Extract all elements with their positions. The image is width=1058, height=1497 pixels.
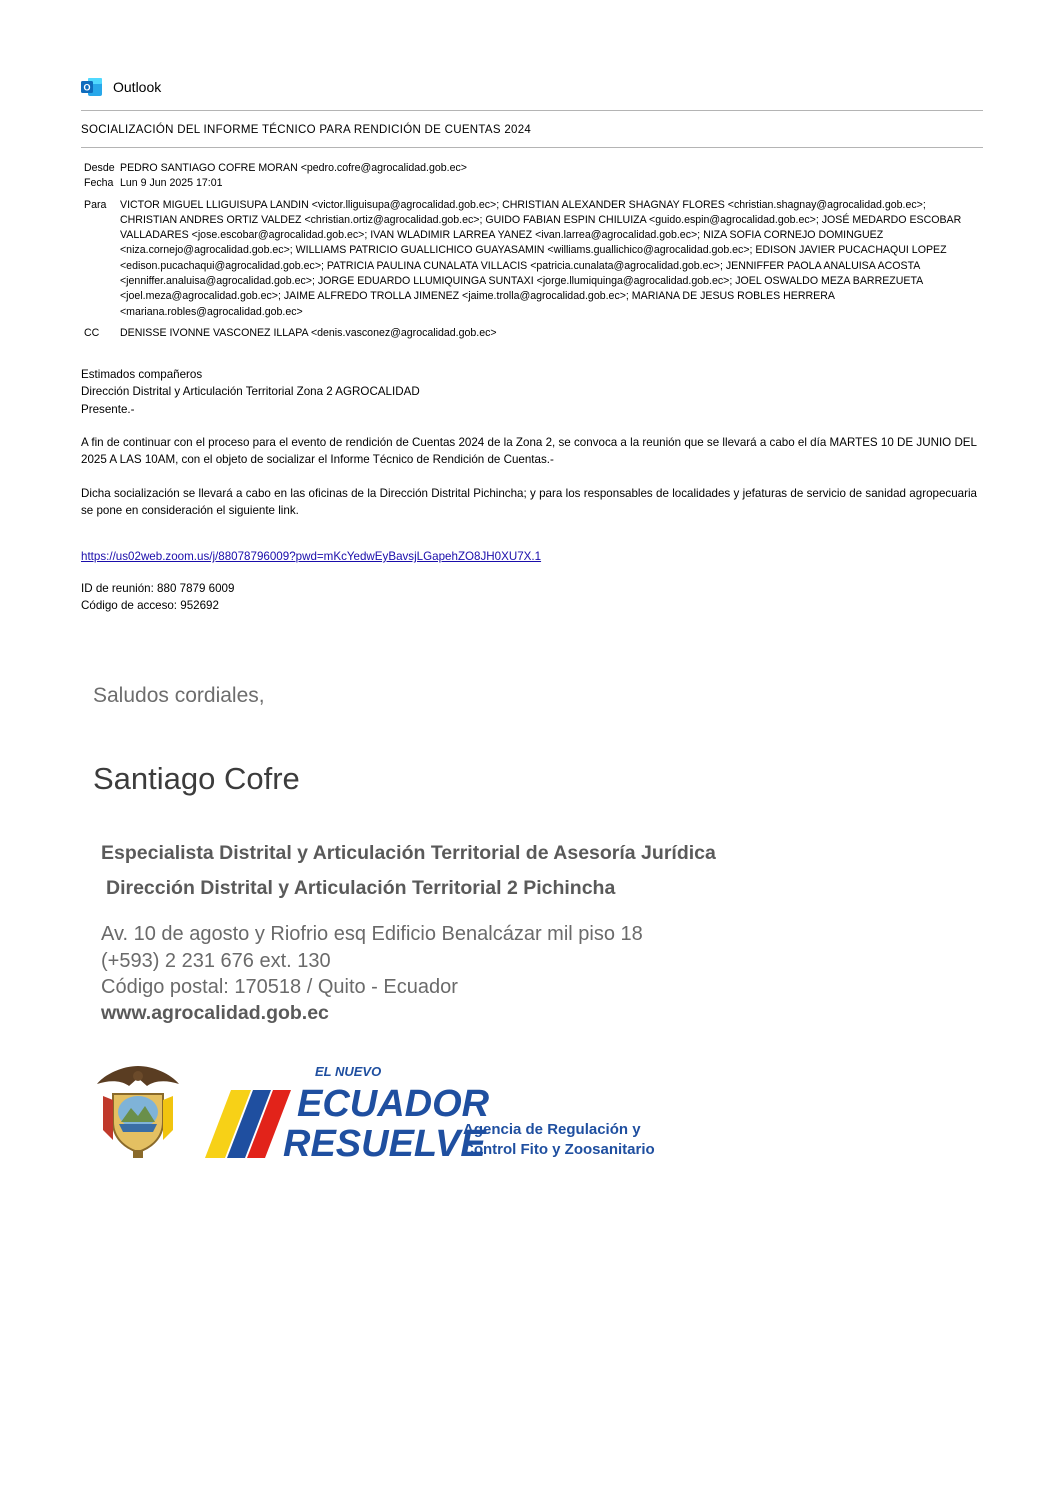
body-greeting [81, 366, 977, 418]
meeting-id: ID de reunión: 880 7879 6009 [81, 582, 235, 595]
app-name: Outlook [113, 79, 162, 95]
el-nuevo-ecuador-resuelve-logo [203, 1060, 490, 1165]
divider-top [81, 110, 983, 111]
from-label: Desde [84, 162, 115, 174]
signature-greeting: Saludos cordiales, [93, 684, 265, 707]
header-to-row [84, 198, 984, 320]
signature-website: www.agrocalidad.gob.ec [101, 1002, 329, 1024]
header-cc-row [84, 326, 984, 341]
signature-postal: Código postal: 170518 / Quito - Ecuador [101, 976, 458, 998]
cc-label: CC [84, 326, 100, 339]
header-from-row [84, 161, 984, 176]
logo-line-3: RESUELVE [283, 1123, 486, 1165]
greeting-line: Presente.- [81, 402, 135, 416]
email-subject: SOCIALIZACIÓN DEL INFORME TÉCNICO PARA RENDICIÓN DE CUENTAS 2024 [81, 124, 532, 136]
greeting-line: Dirección Distrital y Articulación Territorial Zona 2 AGROCALIDAD [81, 385, 420, 399]
signature-title: Especialista Distrital y Articulación Territorial de Asesoría Jurídica [101, 842, 716, 864]
cc-value: DENISSE IVONNE VASCONEZ ILLAPA <denis.vasconez@agrocalidad.gob.ec> [120, 326, 497, 339]
to-label: Para [84, 198, 107, 211]
date-label: Fecha [84, 177, 114, 190]
body-paragraph-location: Dicha socialización se llevará a cabo en las oficinas de la Dirección Distrital Pichincha; y para los responsables de localidades y jefaturas de servicio de sanidad agropecuaria se pone en consideración el siguiente link. [81, 487, 977, 518]
body-paragraph-convocation: A fin de continuar con el proceso para el evento de rendición de Cuentas 2024 de la Zona 2, se convoca a la reunión que se llevará a cabo el día MARTES 10 DE JUNIO DEL 2025 A LAS 10AM, con el objeto de socializar el Informe Técnico de Rendición de Cuentas.- [81, 436, 977, 467]
header-date-row [84, 176, 984, 191]
agency-line-1: Agencia de Regulación y [463, 1121, 641, 1138]
agency-name [463, 1120, 655, 1160]
logo-line-1: EL NUEVO [315, 1064, 382, 1079]
divider-subject [81, 147, 983, 148]
signature-address: Av. 10 de agosto y Riofrio esq Edificio Benalcázar mil piso 18 [101, 923, 643, 945]
meeting-details [81, 580, 234, 615]
signature-phone: (+593) 2 231 676 ext. 130 [101, 949, 331, 972]
date-value: Lun 9 Jun 2025 17:01 [120, 177, 223, 190]
outlook-icon [81, 77, 103, 97]
logo-line-2: ECUADOR [297, 1083, 490, 1125]
zoom-meeting-link[interactable]: https://us02web.zoom.us/j/88078796009?pwd=mKcYedwEyBavsjLGapehZO8JH0XU7X.1 [81, 550, 542, 563]
greeting-line: Estimados compañeros [81, 368, 203, 381]
agency-line-2: Control Fito y Zoosanitario [463, 1141, 655, 1158]
email-headers [84, 161, 984, 341]
coat-of-arms-icon [93, 1060, 183, 1160]
to-value: VICTOR MIGUEL LLIGUISUPA LANDIN <victor.lliguisupa@agrocalidad.gob.ec>; CHRISTIAN ALEXANDER SHAGNAY FLORES <christian.shagnay@agrocalidad.gob.ec>; CHRISTIAN ANDRES ORTIZ VALDEZ <christian.ortiz@agrocalidad.gob.ec>; GUIDO FABIAN ESPIN CHILUIZA <guido.espin@agrocalidad.gob.ec>; JOSÉ MEDARDO ESCOBAR VALLADARES <jose.escobar@agrocalidad.gob.ec>; IVAN WLADIMIR LARREA YANEZ <ivan.larrea@agrocalidad.gob.ec>; NIZA SOFIA CORNEJO DOMINGUEZ <niza.cornejo@agrocalidad.gob.ec>; WILLIAMS PATRICIO GUALLICHICO GUAYASAMIN <williams.guallichico@agrocalidad.gob.ec>; EDISON JAVIER PUCACHAQUI LOPEZ <edison.pucachaqui@agrocalidad.gob.ec>; PATRICIA PAULINA CUNALATA VILLACIS <patricia.cunalata@agrocalidad.gob.ec>; JENNIFFER PAOLA ANALUISA ACOSTA <jenniffer.analuisa@agrocalidad.gob.ec>; JORGE EDUARDO LLUMIQUINGA SUNTAXI <jorge.llumiquinga@agrocalidad.gob.ec>; JOEL OSWALDO MEZA BARREZUETA <joel.meza@agrocalidad.gob.ec>; JAIME ALFREDO TROLLA JIMENEZ <jaime.trolla@agrocalidad.gob.ec>; MARIANA DE JESUS ROBLES HERRERA <mariana.robles@agrocalidad.gob.ec> [120, 198, 962, 318]
meeting-access-code: Código de acceso: 952692 [81, 599, 219, 613]
svg-text:O: O [83, 82, 91, 93]
from-value: PEDRO SANTIAGO COFRE MORAN <pedro.cofre@agrocalidad.gob.ec> [120, 162, 467, 174]
signature-direction: Dirección Distrital y Articulación Territorial 2 Pichincha [106, 877, 616, 899]
app-header [81, 76, 161, 98]
signature-name: Santiago Cofre [93, 761, 300, 796]
signature-contact [101, 921, 643, 1001]
